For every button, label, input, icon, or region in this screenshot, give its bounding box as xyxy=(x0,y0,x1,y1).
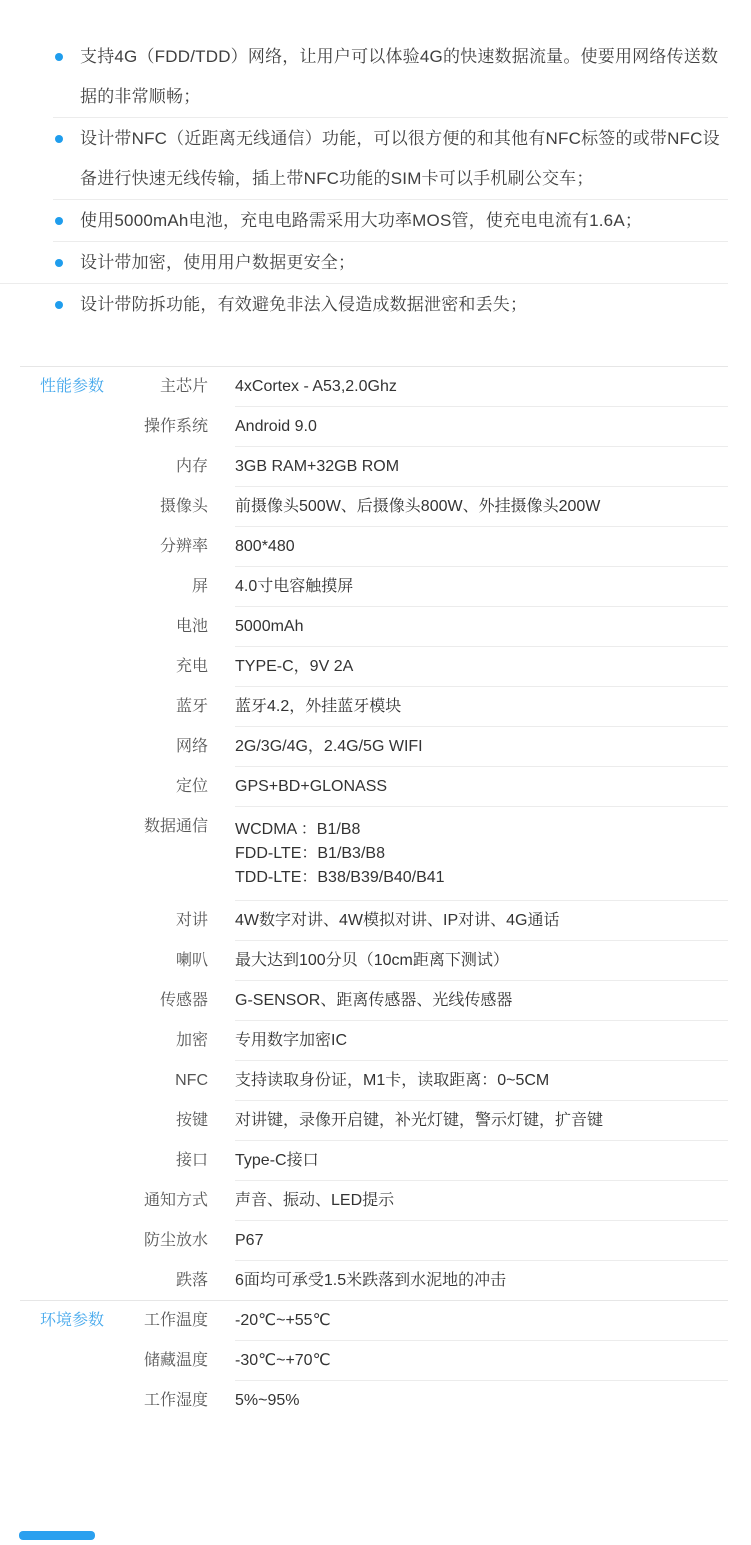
spec-section xyxy=(20,1300,728,1420)
spec-label: 工作湿度 xyxy=(143,1392,208,1409)
spec-row xyxy=(140,1301,728,1341)
spec-label: 防尘放水 xyxy=(143,1232,208,1249)
spec-value: 800*480 xyxy=(235,527,728,567)
bullet-icon xyxy=(55,53,63,61)
spec-row xyxy=(140,687,728,727)
spec-value: -30℃~+70℃ xyxy=(235,1341,728,1381)
spec-value: 4.0寸电容触摸屏 xyxy=(235,567,728,607)
spec-label: 网络 xyxy=(175,738,208,755)
spec-row xyxy=(140,941,728,981)
spec-value: GPS+BD+GLONASS xyxy=(235,767,728,807)
spec-row xyxy=(140,807,728,901)
spec-value: G-SENSOR、距离传感器、光线传感器 xyxy=(235,981,728,1021)
spec-row xyxy=(140,1341,728,1381)
section-title: 性能参数 xyxy=(40,378,105,395)
bullet-icon xyxy=(55,217,63,225)
spec-value: 最大达到100分贝（10cm距离下测试） xyxy=(235,941,728,981)
spec-label: NFC xyxy=(175,1072,208,1089)
spec-row xyxy=(140,607,728,647)
spec-value: 3GB RAM+32GB ROM xyxy=(235,447,728,487)
feature-text: 设计带NFC（近距离无线通信）功能，可以很方便的和其他有NFC标签的或带NFC设备进行快速无线传输，插上带NFC功能的SIM卡可以手机刷公交车； xyxy=(80,129,720,188)
feature-list xyxy=(53,36,728,326)
spec-section xyxy=(20,366,728,1300)
spec-row xyxy=(140,487,728,527)
spec-value: 4W数字对讲、4W模拟对讲、IP对讲、4G通话 xyxy=(235,901,728,941)
spec-label: 跌落 xyxy=(175,1272,208,1289)
spec-label: 主芯片 xyxy=(159,378,208,395)
spec-label: 分辨率 xyxy=(159,538,208,555)
spec-rows xyxy=(140,367,728,1300)
spec-value: 蓝牙4.2，外挂蓝牙模块 xyxy=(235,687,728,727)
spec-label: 定位 xyxy=(175,778,208,795)
spec-value-line: TDD-LTE：B38/B39/B40/B41 xyxy=(235,869,445,886)
feature-item xyxy=(53,36,728,118)
spec-value: -20℃~+55℃ xyxy=(235,1301,728,1341)
bullet-icon xyxy=(55,135,63,143)
bullet-icon xyxy=(55,301,63,309)
feature-item xyxy=(53,118,728,200)
spec-label: 喇叭 xyxy=(175,952,208,969)
feature-text: 设计带加密，使用用户数据更安全； xyxy=(80,253,356,272)
spec-label: 工作温度 xyxy=(143,1312,208,1329)
spec-row xyxy=(140,407,728,447)
spec-row xyxy=(140,1221,728,1261)
spec-value: Android 9.0 xyxy=(235,407,728,447)
spec-value: 5000mAh xyxy=(235,607,728,647)
spec-value: Type-C接口 xyxy=(235,1141,728,1181)
spec-value: 对讲键，录像开启键，补光灯键，警示灯键，扩音键 xyxy=(235,1101,728,1141)
spec-row xyxy=(140,1141,728,1181)
spec-label: 屏 xyxy=(191,578,208,595)
spec-value: 声音、振动、LED提示 xyxy=(235,1181,728,1221)
spec-value: TYPE-C，9V 2A xyxy=(235,647,728,687)
bullet-icon xyxy=(55,259,63,267)
spec-value: 前摄像头500W、后摄像头800W、外挂摄像头200W xyxy=(235,487,728,527)
spec-row xyxy=(140,981,728,1021)
spec-label: 对讲 xyxy=(175,912,208,929)
spec-value-line: WCDMA ：B1/B8 xyxy=(235,821,361,838)
spec-label: 蓝牙 xyxy=(175,698,208,715)
spec-label: 接口 xyxy=(175,1152,208,1169)
spec-label: 储藏温度 xyxy=(143,1352,208,1369)
spec-row xyxy=(140,1101,728,1141)
feature-text: 支持4G（FDD/TDD）网络，让用户可以体验4G的快速数据流量。使要用网络传送数据的非常顺畅； xyxy=(80,47,719,106)
feature-item xyxy=(53,242,728,284)
spec-value xyxy=(235,807,728,901)
spec-row xyxy=(140,1021,728,1061)
spec-label: 加密 xyxy=(175,1032,208,1049)
section-title-column xyxy=(20,367,140,1300)
bottom-accent-bar xyxy=(19,1531,95,1540)
spec-value: 5%~95% xyxy=(235,1392,300,1409)
spec-value-line: FDD-LTE：B1/B3/B8 xyxy=(235,845,385,862)
spec-row xyxy=(140,527,728,567)
spec-row xyxy=(140,367,728,407)
spec-label: 操作系统 xyxy=(143,418,208,435)
spec-row xyxy=(140,567,728,607)
spec-label: 内存 xyxy=(175,458,208,475)
spec-value: 2G/3G/4G，2.4G/5G WIFI xyxy=(235,727,728,767)
spec-value: 6面均可承受1.5米跌落到水泥地的冲击 xyxy=(235,1272,507,1289)
spec-row xyxy=(140,1381,728,1420)
spec-row xyxy=(140,647,728,687)
spec-label: 按键 xyxy=(175,1112,208,1129)
spec-label: 数据通信 xyxy=(143,818,208,835)
spec-row xyxy=(140,727,728,767)
spec-value: 专用数字加密IC xyxy=(235,1021,728,1061)
spec-row xyxy=(140,767,728,807)
spec-row xyxy=(140,1181,728,1221)
spec-label: 传感器 xyxy=(159,992,208,1009)
spec-value: 支持读取身份证，M1卡，读取距离：0~5CM xyxy=(235,1061,728,1101)
spec-value: P67 xyxy=(235,1221,728,1261)
spec-value: 4xCortex - A53,2.0Ghz xyxy=(235,367,728,407)
spec-row xyxy=(140,1261,728,1300)
feature-item xyxy=(53,200,728,242)
section-title-column xyxy=(20,1301,140,1420)
spec-label: 充电 xyxy=(175,658,208,675)
spec-table xyxy=(20,366,728,1420)
spec-rows xyxy=(140,1301,728,1420)
feature-text: 使用5000mAh电池，充电电路需采用大功率MOS管，使充电电流有1.6A； xyxy=(80,211,643,230)
feature-item xyxy=(53,284,728,326)
feature-text: 设计带防拆功能，有效避免非法入侵造成数据泄密和丢失； xyxy=(80,295,528,314)
spec-row xyxy=(140,901,728,941)
spec-label: 电池 xyxy=(175,618,208,635)
spec-row xyxy=(140,447,728,487)
spec-row xyxy=(140,1061,728,1101)
spec-label: 通知方式 xyxy=(143,1192,208,1209)
spec-label: 摄像头 xyxy=(159,498,208,515)
section-title: 环境参数 xyxy=(40,1312,105,1329)
product-spec-page xyxy=(0,36,751,1420)
